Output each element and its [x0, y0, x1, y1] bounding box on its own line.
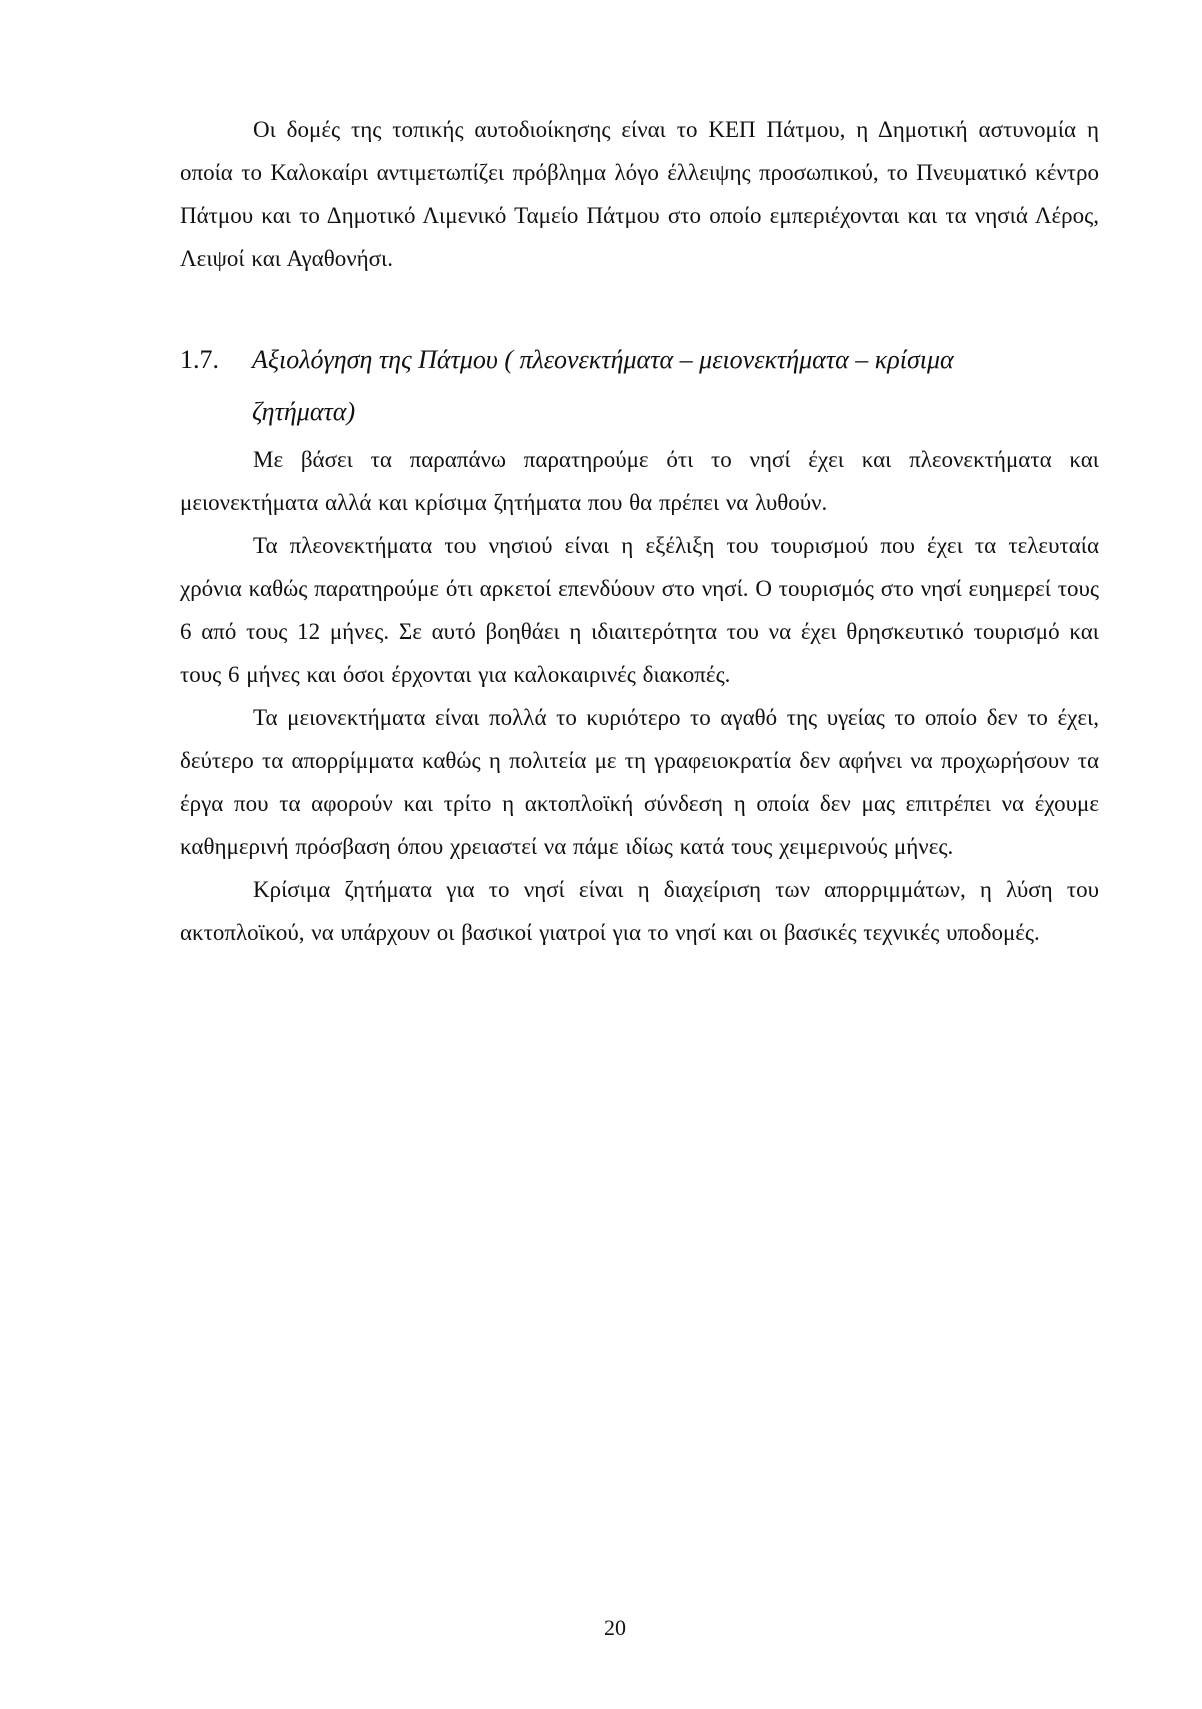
section-number: 1.7.: [180, 345, 219, 374]
body-paragraph-4: Κρίσιμα ζητήματα για το νησί είναι η διαχείριση των απορριμμάτων, η λύση του ακτοπλοϊκού, να υπάρχουν οι βασικοί γιατροί για το νησί και οι βασικές τεχνικές υποδομές.: [180, 877, 1099, 945]
body-paragraph-1: Με βάσει τα παραπάνω παρατηρούμε ότι το νησί έχει και πλεονεκτήματα και μειονεκτήματα αλλά και κρίσιμα ζητήματα που θα πρέπει να λυθούν.: [180, 447, 1099, 515]
body-paragraph-2: Τα πλεονεκτήματα του νησιού είναι η εξέλιξη του τουρισμού που έχει τα τελευταία χρόνια καθώς παρατηρούμε ότι αρκετοί επενδύουν στο νησί. Ο τουρισμός στο νησί ευημερεί τους 6 από τους 12 μήνες. Σε αυτό βοηθάει η ιδιαιτερότητα του να έχει θρησκευτικό τουρισμό και τους 6 μήνες και όσοι έρχονται για καλοκαιρινές διακοπές.: [180, 533, 1099, 687]
body-paragraph-3: Τα μειονεκτήματα είναι πολλά το κυριότερο το αγαθό της υγείας το οποίο δεν το έχει, δεύτερο τα απορρίμματα καθώς η πολιτεία με τη γραφειοκρατία δεν αφήνει να προχωρήσουν τα έργα που τα αφορούν και τρίτο η ακτοπλοϊκή σύνδεση η οποία δεν μας επιτρέπει να έχουμε καθημερινή πρόσβαση όπου χρειαστεί να πάμε ιδίως κατά τους χειμερινούς μήνες.: [180, 705, 1099, 859]
section-title-line1: Αξιολόγηση της Πάτμου ( πλεονεκτήματα – μειονεκτήματα – κρίσιμα: [252, 345, 954, 374]
intro-paragraph: Οι δομές της τοπικής αυτοδιοίκησης είναι το ΚΕΠ Πάτμου, η Δημοτική αστυνομία η οποία το Καλοκαίρι αντιμετωπίζει πρόβλημα λόγο έλλειψης προσωπικού, το Πνευματικό κέντρο Πάτμου και το Δημοτικό Λιμενικό Ταμείο Πάτμου στο οποίο εμπεριέχονται και τα νησιά Λέρος, Λειψοί και Αγαθονήσι.: [180, 117, 1099, 271]
intro-section: [180, 108, 1099, 280]
section-title-line2: ζητήματα): [252, 397, 356, 426]
section-heading: [180, 334, 1099, 438]
section-body: [180, 438, 1099, 954]
page-number: 20: [604, 1615, 626, 1640]
